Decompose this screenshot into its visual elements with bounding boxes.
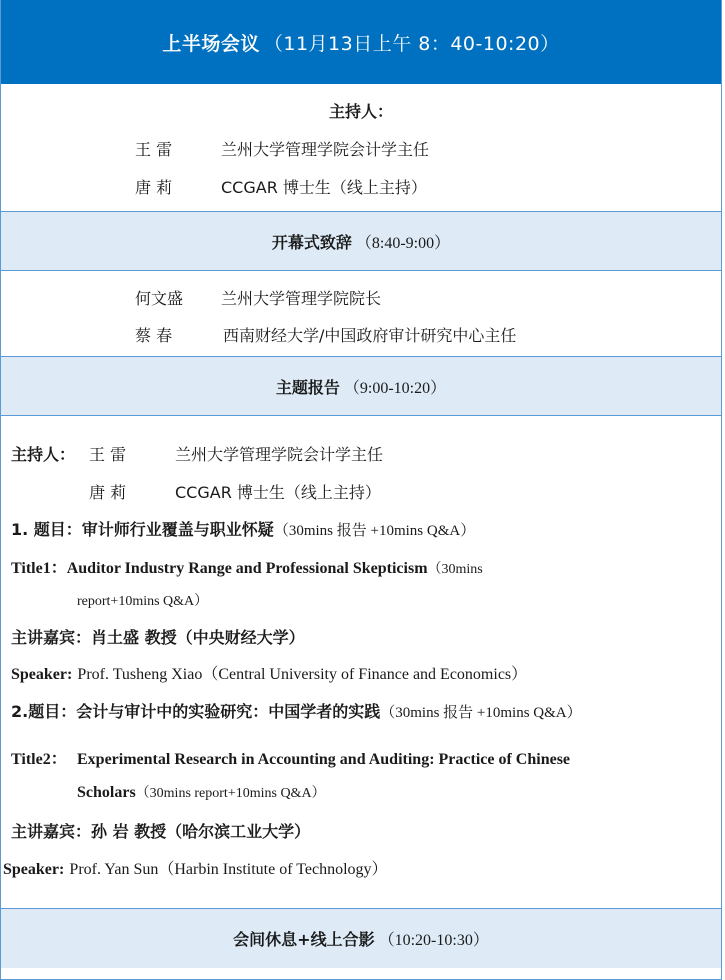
session-time: （11月13日上午 8：40-10:20） [263, 32, 560, 55]
keynote-host-2 [89, 480, 381, 503]
host-2-affiliation: CCGAR 博士生（线上主持） [221, 178, 427, 197]
talk-2-topic-note: （30mins 报告 +10mins Q&A） [380, 705, 582, 721]
keynote-host-2-name: 唐 莉 [89, 483, 127, 502]
host-1-name: 王 雷 [135, 140, 173, 159]
host-1-affiliation: 兰州大学管理学院会计学主任 [221, 140, 430, 159]
talk-1-topic-text: 审计师行业覆盖与职业怀疑 [81, 520, 274, 539]
talk-1-title-label: Title1： [11, 560, 67, 577]
host-2 [135, 175, 427, 198]
talk-2-topic-text: 会计与审计中的实验研究：中国学者的实践 [76, 702, 381, 721]
talk-2-title-cont [77, 782, 326, 802]
opening-time: （8:40-9:00） [355, 234, 451, 252]
opening-label: 开幕式致辞 [271, 232, 352, 252]
talk-1-speaker-label: Speaker: [11, 666, 73, 683]
keynote-section-bar [1, 356, 721, 415]
talk-2-speaker-label: Speaker: [3, 861, 65, 878]
keynote-label: 主题报告 [275, 377, 340, 397]
opening-speaker-2-affiliation: 西南财经大学/中国政府审计研究中心主任 [223, 326, 517, 345]
talk-2-title [11, 746, 570, 769]
talk-1-title-note-b: report+10mins Q&A） [77, 594, 209, 609]
host-2-name: 唐 莉 [135, 178, 173, 197]
talk-2-title-label: Title2： [11, 751, 67, 768]
opening-speaker-1-name: 何文盛 [135, 289, 184, 308]
hosts-heading: 主持人： [328, 102, 393, 121]
talk-2-speaker [3, 856, 388, 879]
talk-2-topic-label: 2.题目： [11, 702, 77, 721]
talk-1-guest [11, 625, 305, 648]
talk-1-topic [11, 517, 475, 540]
break-label: 会间休息+线上合影 [233, 930, 375, 949]
talk-1-title-text: Auditor Industry Range and Professional Skepticism [66, 560, 428, 577]
opening-speaker-2-name: 蔡 春 [135, 326, 173, 345]
opening-speaker-1-affiliation: 兰州大学管理学院院长 [221, 289, 382, 308]
opening-section-bar [1, 211, 721, 270]
talk-2-guest-label: 主讲嘉宾： [11, 822, 92, 841]
talk-2-guest-name: 孙 岩 教授（哈尔滨工业大学） [91, 822, 311, 841]
break-time: （10:20-10:30） [378, 932, 489, 949]
keynote-host-1-affiliation: 兰州大学管理学院会计学主任 [175, 445, 384, 464]
talk-1-guest-name: 肖土盛 教授（中央财经大学） [91, 628, 305, 647]
keynote-host-1-name: 王 雷 [89, 445, 127, 464]
talk-1-title-note-a: （30mins [427, 562, 483, 577]
keynote-time: （9:00-10:20） [343, 379, 447, 397]
talk-1-speaker-text: Prof. Tusheng Xiao（Central University of Finance and Economics） [77, 666, 528, 683]
talk-2-guest [11, 819, 310, 842]
talk-2-title-note: （30mins report+10mins Q&A） [135, 786, 326, 801]
session-title: 上半场会议 [162, 32, 260, 55]
keynote-host-1 [11, 442, 383, 465]
talk-1-speaker [11, 661, 527, 684]
talk-2-speaker-text: Prof. Yan Sun（Harbin Institute of Technology） [69, 861, 388, 878]
keynote-host-2-affiliation: CCGAR 博士生（线上主持） [175, 483, 381, 502]
session-title-bar [1, 0, 721, 84]
host-1 [135, 137, 429, 160]
opening-speaker-1 [135, 286, 381, 309]
talk-1-topic-label: 1. 题目： [11, 520, 82, 539]
talk-1-topic-note: （30mins 报告 +10mins Q&A） [273, 523, 476, 539]
talk-1-guest-label: 主讲嘉宾： [11, 628, 92, 647]
talk-2-title-text-a: Experimental Research in Accounting and Auditing: Practice of Chinese [77, 751, 571, 768]
break-section-bar [1, 908, 721, 968]
opening-speaker-2 [135, 323, 516, 346]
talk-1-title [11, 555, 483, 578]
talk-2-title-text-b: Scholars [77, 784, 136, 801]
keynote-host-label: 主持人： [11, 445, 76, 464]
talk-2-topic [11, 699, 582, 722]
